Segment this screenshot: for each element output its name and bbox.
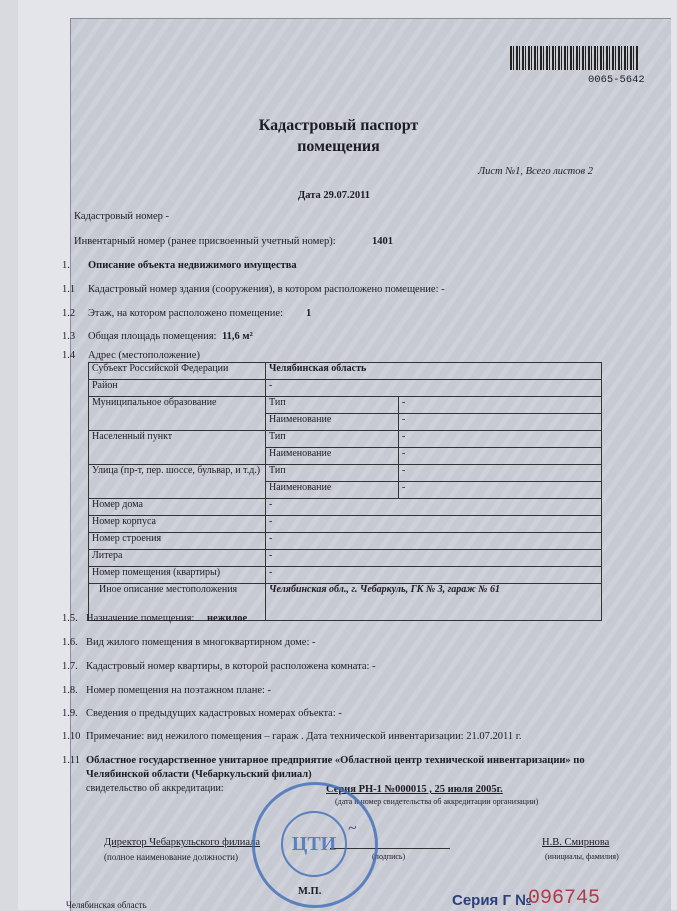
item-number: 1.3 <box>62 331 76 342</box>
title-line1: Кадастровый паспорт <box>258 117 419 134</box>
item-number: 1.7. <box>62 661 78 672</box>
table-cell: - <box>399 482 602 499</box>
address-table <box>88 362 602 621</box>
section-number: 1. <box>62 260 70 271</box>
table-cell: Тип <box>266 431 399 448</box>
table-cell: - <box>399 431 602 448</box>
table-cell: - <box>266 516 602 533</box>
table-cell: Номер корпуса <box>89 516 266 533</box>
table-row <box>89 431 602 448</box>
position-caption: (полное наименование должности) <box>104 852 238 862</box>
table-cell: - <box>399 465 602 482</box>
stamp-place-label: М.П. <box>298 886 322 897</box>
section-title: Описание объекта недвижимого имущества <box>88 260 297 271</box>
note-item: Примечание: вид нежилого помещения – гараж . Дата технической инвентаризации: 21.07.2011 г. <box>86 731 522 742</box>
item-number: 1.10 <box>62 731 81 742</box>
table-cell: Челябинская обл., г. Чебаркуль, ГК № 3, гараж № 61 <box>266 584 602 621</box>
table-cell: Наименование <box>266 414 399 431</box>
address-label: Адрес (местоположение) <box>88 350 200 361</box>
table-cell: - <box>399 414 602 431</box>
table-cell: Муниципальное образование <box>89 397 266 431</box>
table-cell: Номер строения <box>89 533 266 550</box>
floor-value: 1 <box>306 308 312 319</box>
item-number: 1.11 <box>62 755 80 766</box>
area-value: 11,6 м² <box>222 331 253 342</box>
list-item: Кадастровый номер квартиры, в которой расположена комната: - <box>86 661 376 672</box>
building-cadastral-number: Кадастровый номер здания (сооружения), в котором расположено помещение: - <box>88 284 445 295</box>
table-cell: Номер помещения (квартиры) <box>89 567 266 584</box>
list-item: Сведения о предыдущих кадастровых номерах объекта: - <box>86 708 342 719</box>
item-number: 1.5. <box>62 613 78 624</box>
signature-caption: (подпись) <box>372 852 406 861</box>
floor-label: Этаж, на котором расположено помещение: <box>88 308 284 319</box>
table-cell: Челябинская область <box>266 363 602 380</box>
document-number: 0065-5642 <box>588 74 645 86</box>
table-row <box>89 550 602 567</box>
table-cell: Улица (пр-т, пер. шоссе, бульвар, и т.д.) <box>89 465 266 499</box>
table-cell: - <box>266 380 602 397</box>
table-row <box>89 567 602 584</box>
name-caption: (инициалы, фамилия) <box>545 852 619 861</box>
table-cell: - <box>266 550 602 567</box>
table-row <box>89 363 602 380</box>
table-cell: Населенный пункт <box>89 431 266 465</box>
table-cell: Номер дома <box>89 499 266 516</box>
purpose-value: нежилое <box>207 613 248 624</box>
official-stamp: ЦТИ <box>252 782 378 908</box>
barcode <box>510 46 638 70</box>
item-number: 1.9. <box>62 708 78 719</box>
table-cell: Иное описание местоположения <box>89 584 266 621</box>
table-cell: Наименование <box>266 448 399 465</box>
table-row <box>89 380 602 397</box>
title-line2: помещения <box>297 138 380 155</box>
org-name-line1: Областное государственное унитарное предприятие «Областной центр технической инвентаризации» по <box>86 755 585 766</box>
table-row <box>89 465 602 482</box>
table-row <box>89 533 602 550</box>
table-cell: Район <box>89 380 266 397</box>
table-cell: - <box>266 567 602 584</box>
document-date: Дата 29.07.2011 <box>298 190 371 201</box>
area-label: Общая площадь помещения: <box>88 331 217 342</box>
sheet-info: Лист №1, Всего листов 2 <box>478 166 593 177</box>
inventory-number-label: Инвентарный номер (ранее присвоенный учетный номер): <box>74 236 336 247</box>
table-row <box>89 499 602 516</box>
table-cell: Тип <box>266 465 399 482</box>
table-cell: Литера <box>89 550 266 567</box>
handwritten-signature: ~ <box>346 819 358 838</box>
serial-label: Серия Г № <box>452 892 532 909</box>
table-cell: - <box>266 499 602 516</box>
inventory-number-value: 1401 <box>372 236 393 247</box>
list-item: Вид жилого помещения в многоквартирном доме: - <box>86 637 316 648</box>
item-number: 1.1 <box>62 284 76 295</box>
purpose-label: Назначение помещения: <box>86 613 195 624</box>
list-item: Номер помещения на поэтажном плане: - <box>86 685 272 696</box>
item-number: 1.6. <box>62 637 78 648</box>
accreditation-value: Серия РН-1 №000015 , 25 июля 2005г. <box>326 784 503 795</box>
table-cell: - <box>266 533 602 550</box>
item-number: 1.2 <box>62 308 76 319</box>
org-name-line2: Челябинской области (Чебаркульский филиал) <box>86 769 312 780</box>
table-cell: Субъект Российской Федерации <box>89 363 266 380</box>
accreditation-label: свидетельство об аккредитации: <box>86 783 224 794</box>
footer-region: Челябинская область <box>66 900 147 910</box>
accreditation-caption: (дата и номер свидетельства об аккредитации организации) <box>335 797 539 806</box>
table-row <box>89 397 602 414</box>
signer-name: Н.В. Смирнова <box>542 837 610 848</box>
table-cell: Наименование <box>266 482 399 499</box>
item-number: 1.4 <box>62 350 76 361</box>
cadastral-number: Кадастровый номер - <box>74 211 170 222</box>
serial-number: 096745 <box>528 887 601 910</box>
table-cell: - <box>399 448 602 465</box>
item-number: 1.8. <box>62 685 78 696</box>
table-cell: Тип <box>266 397 399 414</box>
signer-position: Директор Чебаркульского филиала <box>104 837 261 848</box>
table-row <box>89 516 602 533</box>
table-cell: - <box>399 397 602 414</box>
